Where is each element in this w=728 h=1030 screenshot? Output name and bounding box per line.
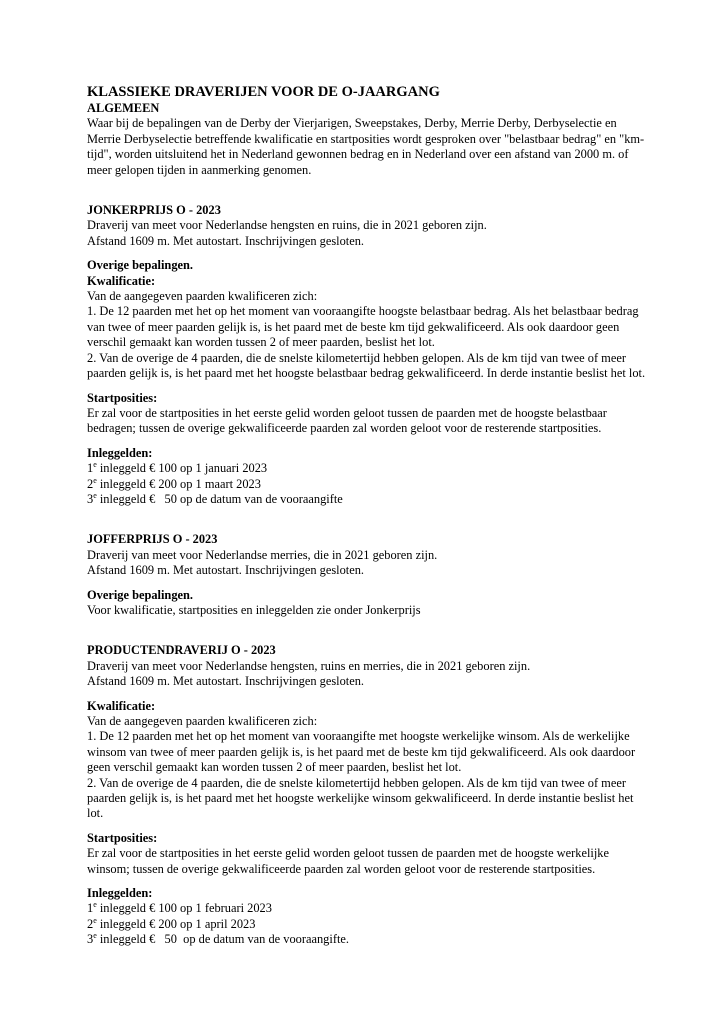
productendraverij-description: Draverij van meet voor Nederlandse hengsten, ruins en merries, die in 2021 geboren zijn. bbox=[87, 658, 531, 673]
jonkerprijs-inleggeld-1: 1e inleggeld € 100 op 1 januari 2023 bbox=[87, 460, 268, 476]
jofferprijs-section bbox=[87, 532, 647, 618]
jonkerprijs-overige-heading: Overige bepalingen. bbox=[87, 258, 194, 273]
jonkerprijs-kwalificatie-rule-2: 2. Van de overige de 4 paarden, die de snelste kilometertijd hebben gelopen. Als de km tijd van twee of meer paarden gelijk is, is het paard met het hoogste belastbaar bedrag gekwalificeerd. In derde instantie beslist het lot. bbox=[87, 350, 646, 381]
productendraverij-kwalificatie-intro: Van de aangegeven paarden kwalificeren zich: bbox=[87, 714, 318, 728]
jofferprijs-overige-text: Voor kwalificatie, startposities en inleggelden zie onder Jonkerprijs bbox=[87, 602, 421, 617]
algemeen-text: Waar bij de bepalingen van de Derby der Vierjarigen, Sweepstakes, Derby, Merrie Derby, Derbyselectie en Merrie Derbyselectie betreffende kwalificatie en startposities wordt gesproken over "belastbaar bedrag" en "km-tijd", worden uitsluitend het in Nederland gewonnen bedrag en in Nederland over een afstand van 2000 m. of meer gelopen tijden in aanmerking genomen. bbox=[87, 116, 645, 177]
jofferprijs-distance: Afstand 1609 m. Met autostart. Inschrijvingen gesloten. bbox=[87, 563, 365, 578]
productendraverij-inleggeld-2: 2e inleggeld € 200 op 1 april 2023 bbox=[87, 915, 256, 931]
jonkerprijs-kwalificatie-heading: Kwalificatie: bbox=[87, 273, 156, 288]
jonkerprijs-kwalificatie-rule-1: 1. De 12 paarden met het op het moment van vooraangifte hoogste belastbaar bedrag. Als het belastbaar bedrag van twee of meer paarden gelijk is, is het paard met de beste km tijd gekwalificeerd. Als ook daardoor geen verschil gemaakt kan worden tussen 2 of meer paarden, beslist het lot. bbox=[87, 304, 639, 350]
productendraverij-kwalificatie-rule-1: 1. De 12 paarden met het op het moment van vooraangifte met hoogste werkelijke winsom. Als de werkelijke winsom van twee of meer paarden gelijk is, is het paard met de beste km tijd gekwalificeerd. Als ook daardoor geen verschil gemaakt kan worden tussen 2 of meer paarden, beslist het lot. bbox=[87, 729, 636, 775]
jonkerprijs-distance: Afstand 1609 m. Met autostart. Inschrijvingen gesloten. bbox=[87, 233, 365, 248]
jonkerprijs-kwalificatie-intro: Van de aangegeven paarden kwalificeren zich: bbox=[87, 289, 318, 304]
productendraverij-kwalificatie-rule-2: 2. Van de overige de 4 paarden, die de snelste kilometertijd hebben gelopen. Als de km tijd van twee of meer paarden gelijk is, is het paard met het hoogste werkelijke winsom gekwalificeerd. In derde instantie beslist het lot. bbox=[87, 775, 634, 821]
jonkerprijs-inleggelden-heading: Inleggelden: bbox=[87, 445, 153, 460]
productendraverij-startposities-heading: Startposities: bbox=[87, 830, 158, 845]
jonkerprijs-startposities-text: Er zal voor de startposities in het eerste gelid worden geloot tussen de paarden met de hoogste belastbaar bedragen; tussen de overige gekwalificeerde paarden zal worden geloot voor de resterende startposities. bbox=[87, 405, 607, 436]
document-title: KLASSIEKE DRAVERIJEN VOOR DE O-JAARGANG bbox=[87, 84, 440, 100]
jonkerprijs-startposities-heading: Startposities: bbox=[87, 390, 158, 405]
jonkerprijs-inleggeld-2: 2e inleggeld € 200 op 1 maart 2023 bbox=[87, 475, 261, 491]
productendraverij-section bbox=[87, 643, 647, 947]
jonkerprijs-section bbox=[87, 203, 647, 507]
productendraverij-inleggelden-heading: Inleggelden: bbox=[87, 886, 153, 901]
jonkerprijs-inleggeld-3: 3e inleggeld € 50 op de datum van de vooraangifte bbox=[87, 490, 343, 506]
jonkerprijs-title: JONKERPRIJS O - 2023 bbox=[87, 203, 221, 218]
jofferprijs-overige-heading: Overige bepalingen. bbox=[87, 587, 194, 602]
productendraverij-title: PRODUCTENDRAVERIJ O - 2023 bbox=[87, 643, 276, 658]
productendraverij-kwalificatie-heading: Kwalificatie: bbox=[87, 698, 156, 713]
productendraverij-distance: Afstand 1609 m. Met autostart. Inschrijvingen gesloten. bbox=[87, 674, 365, 689]
document-page bbox=[87, 84, 647, 948]
jonkerprijs-description: Draverij van meet voor Nederlandse hengsten en ruins, die in 2021 geboren zijn. bbox=[87, 218, 487, 233]
jofferprijs-description: Draverij van meet voor Nederlandse merries, die in 2021 geboren zijn. bbox=[87, 547, 438, 562]
productendraverij-inleggeld-3: 3e inleggeld € 50 op de datum van de vooraangifte. bbox=[87, 931, 349, 947]
productendraverij-startposities-text: Er zal voor de startposities in het eerste gelid worden geloot tussen de paarden met de hoogste werkelijke winsom; tussen de overige gekwalificeerde paarden zal worden geloot voor de resterende startposities. bbox=[87, 846, 609, 876]
productendraverij-inleggeld-1: 1e inleggeld € 100 op 1 februari 2023 bbox=[87, 900, 272, 916]
algemeen-heading: ALGEMEEN bbox=[87, 101, 160, 115]
jofferprijs-title: JOFFERPRIJS O - 2023 bbox=[87, 532, 218, 547]
